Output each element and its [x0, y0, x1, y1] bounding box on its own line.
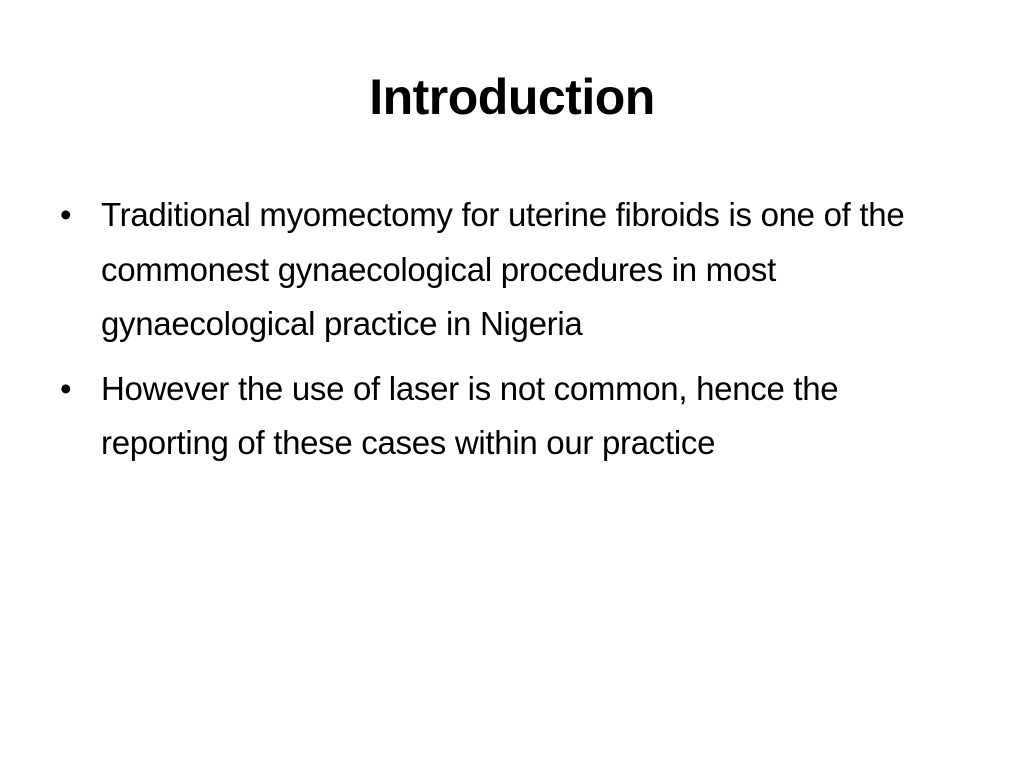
- bullet-dot-icon: •: [60, 196, 72, 233]
- bullet-text: Traditional myomectomy for uterine fibroids is one of the commonest gynaecological procedures in most gynaecological practice in Nigeria: [101, 196, 905, 342]
- bullet-text: However the use of laser is not common, hence the reporting of these cases within our practice: [101, 369, 839, 461]
- bullet-item: [60, 362, 970, 471]
- bullet-item: [60, 188, 970, 352]
- bullet-list: [60, 188, 970, 481]
- bullet-dot-icon: •: [60, 369, 72, 407]
- slide-title: Introduction: [369, 69, 655, 125]
